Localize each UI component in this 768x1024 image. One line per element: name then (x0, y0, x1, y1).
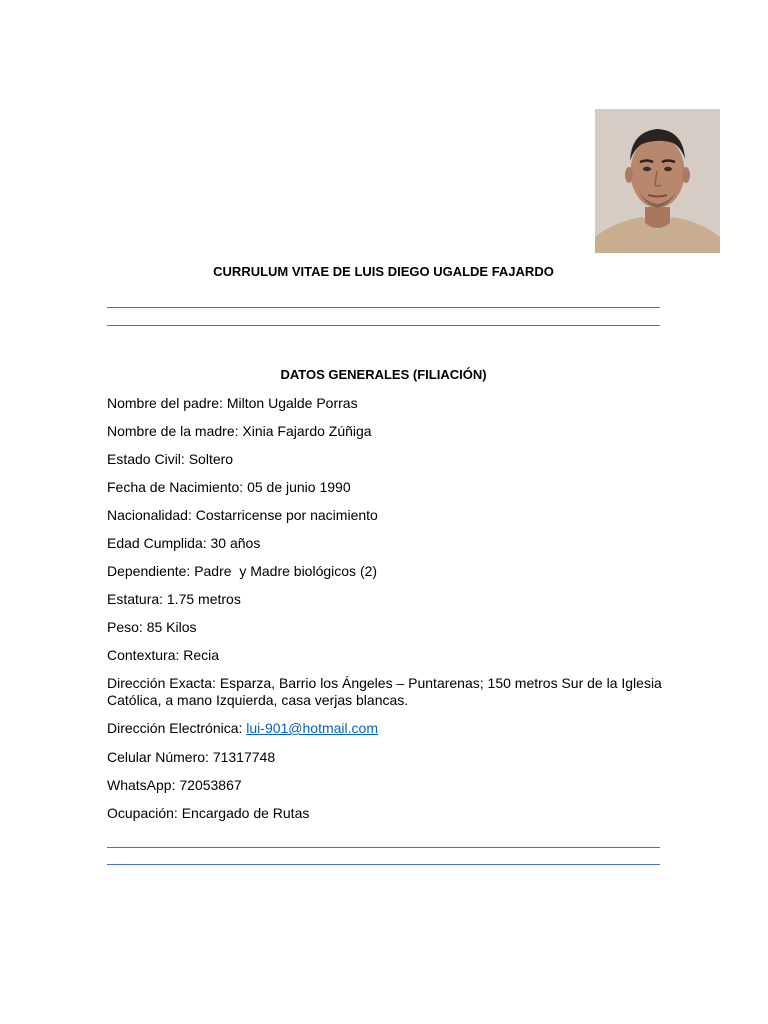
field-height (107, 591, 667, 608)
divider-line (107, 864, 660, 865)
field-mobile (107, 749, 667, 766)
field-father-name (107, 395, 667, 412)
field-value: Padre y Madre biológicos (2) (194, 563, 378, 579)
field-value: Xinia Fajardo Zúñiga (242, 423, 372, 439)
field-label: Dependiente: (107, 563, 191, 579)
field-value: 85 Kilos (146, 619, 197, 635)
field-nationality (107, 507, 667, 524)
field-label: Fecha de Nacimiento: (107, 479, 244, 495)
field-label: Nombre de la madre: (107, 423, 239, 439)
divider-line (107, 847, 660, 848)
field-address (107, 675, 667, 709)
field-value: Costarricense por nacimiento (195, 507, 378, 523)
field-label: Contextura: (107, 647, 180, 663)
field-civil-status (107, 451, 667, 468)
field-whatsapp (107, 777, 667, 794)
field-value: 05 de junio 1990 (247, 479, 351, 495)
field-value: Esparza, Barrio los Ángeles – Puntarenas; 150 metros Sur de la Iglesia Católica, a mano Izquierda, casa verjas blancas. (107, 675, 662, 708)
divider-line (107, 325, 660, 326)
field-build (107, 647, 667, 664)
field-value: Soltero (188, 451, 234, 467)
field-label: Peso: (107, 619, 143, 635)
field-value: 72053867 (179, 777, 242, 793)
field-value: 1.75 metros (166, 591, 241, 607)
field-value: 71317748 (212, 749, 276, 765)
field-label: Celular Número: (107, 749, 209, 765)
field-age (107, 535, 667, 552)
field-label: Estatura: (107, 591, 164, 607)
field-birth-date (107, 479, 667, 496)
profile-photo (595, 109, 720, 253)
field-label: Ocupación: (107, 805, 178, 821)
field-value: Milton Ugalde Porras (226, 395, 358, 411)
field-value: Encargado de Rutas (181, 805, 310, 821)
profile-photo-image (595, 109, 720, 253)
field-label: Nacionalidad: (107, 507, 192, 523)
field-weight (107, 619, 667, 636)
field-occupation (107, 805, 667, 822)
field-value: Recia (183, 647, 220, 663)
divider-line (107, 307, 660, 308)
field-dependents (107, 563, 667, 580)
field-label: Dirección Electrónica: (107, 720, 243, 736)
field-value: 30 años (210, 535, 261, 551)
field-mother-name (107, 423, 667, 440)
field-label: WhatsApp: (107, 777, 176, 793)
email-link[interactable]: lui-901@hotmail.com (246, 720, 378, 736)
field-label: Edad Cumplida: (107, 535, 207, 551)
section-heading: DATOS GENERALES (FILIACIÓN) (280, 367, 487, 382)
field-label: Dirección Exacta: (107, 675, 216, 691)
field-label: Estado Civil: (107, 451, 185, 467)
field-label: Nombre del padre: (107, 395, 223, 411)
document-title: CURRULUM VITAE DE LUIS DIEGO UGALDE FAJARDO (213, 264, 554, 279)
field-email (107, 720, 667, 737)
